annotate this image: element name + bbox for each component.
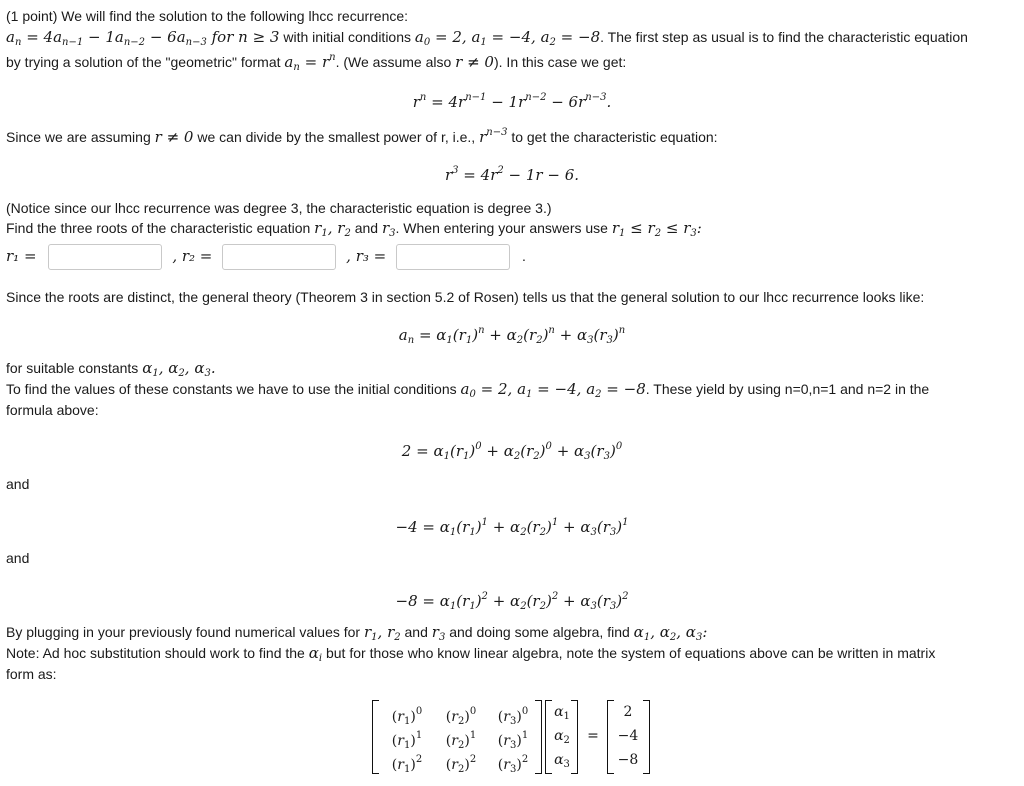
alpha-cell: $\alpha_1$ bbox=[554, 704, 570, 722]
divide-text-b: we can divide by the smallest power of r, i.e., bbox=[197, 129, 476, 145]
alpha-cell: $\alpha_3$ bbox=[554, 752, 570, 770]
matrix-cell: $(r_2)^2$ bbox=[445, 754, 477, 775]
divide-line bbox=[6, 123, 1014, 147]
matrix-left-bracket bbox=[372, 700, 379, 774]
r-nonzero: r ≠ 0 bbox=[455, 53, 494, 71]
matrix-equals: = bbox=[587, 728, 599, 744]
r-nonzero-2: r ≠ 0 bbox=[154, 128, 194, 146]
rhs-cell: −4 bbox=[617, 728, 639, 744]
alpha-i: $\alpha_i$ bbox=[308, 644, 323, 664]
characteristic-equation: $r^3 = 4r^2 - 1r - 6$. bbox=[444, 165, 580, 184]
smallest-power: $r^{n-3}$ bbox=[479, 127, 508, 146]
r2-input[interactable] bbox=[222, 244, 336, 270]
answer-row bbox=[6, 242, 526, 270]
rhs-cell: 2 bbox=[623, 704, 633, 720]
formula-above-line: formula above: bbox=[6, 402, 99, 418]
plugging-text: By plugging in your previously found numerical values for bbox=[6, 624, 361, 640]
root-order: $r_1 \le r_2 \le r_3$: bbox=[611, 219, 702, 239]
geometric-formula: $a_n = r^n$ bbox=[284, 52, 336, 73]
divide-text-c: to get the characteristic equation: bbox=[511, 129, 718, 145]
alpha-cell: $\alpha_2$ bbox=[554, 728, 570, 746]
order-text: . When entering your answers use bbox=[395, 220, 608, 236]
equation-n2: $-8 = \alpha_1(r_1)^2 + \alpha_2(r_2)^2 + \alpha_3(r_3)^2$ bbox=[395, 591, 629, 612]
r3-label: , r₃ = bbox=[346, 247, 387, 265]
intro-text: We will find the solution to the following lhcc recurrence: bbox=[61, 8, 409, 24]
answer-end: . bbox=[522, 248, 526, 264]
matrix-cell: $(r_1)^0$ bbox=[391, 706, 423, 727]
assume-text: . (We assume also bbox=[335, 54, 452, 70]
plugging-and: and bbox=[404, 624, 428, 640]
matrix-cell: $(r_3)^1$ bbox=[497, 730, 529, 751]
matrix-cell: $(r_3)^0$ bbox=[497, 706, 529, 727]
recurrence-suffix: . The first step as usual is to find the characteristic equation bbox=[600, 29, 968, 45]
yield-text: . These yield by using n=0,n=1 and n=2 in the bbox=[645, 381, 930, 397]
alpha-list-2: $\alpha_1$, $\alpha_2$, $\alpha_3$: bbox=[633, 623, 708, 643]
and-line-2: and bbox=[6, 550, 30, 566]
intro-line bbox=[6, 6, 1014, 26]
equation-n1: $-4 = \alpha_1(r_1)^1 + \alpha_2(r_2)^1 + \alpha_3(r_3)^1$ bbox=[395, 517, 629, 538]
matrix-cell: $(r_1)^2$ bbox=[391, 754, 423, 775]
points-label: (1 point) bbox=[6, 8, 58, 24]
r1-r2: $r_1$, $r_2$ bbox=[314, 219, 351, 239]
general-solution: $a_n = \alpha_1(r_1)^n + \alpha_2(r_2)^n + \alpha_3(r_3)^n$ bbox=[398, 325, 626, 346]
and-line-1: and bbox=[6, 476, 30, 492]
rhs-cell: −8 bbox=[617, 752, 639, 768]
initial-conditions-2: $a_0 = 2$, $a_1 = -4$, $a_2 = -8$ bbox=[460, 380, 646, 400]
r2-label: , r₂ = bbox=[172, 247, 213, 265]
r3-b: $r_3$ bbox=[431, 623, 446, 643]
matrix-cell: $(r_2)^1$ bbox=[445, 730, 477, 751]
matrix-cell: $(r_1)^1$ bbox=[391, 730, 423, 751]
initial-conditions: $a_0 = 2$, $a_1 = -4$, $a_2 = -8$ bbox=[414, 28, 601, 48]
r3-input[interactable] bbox=[396, 244, 510, 270]
plugging-find: and doing some algebra, find bbox=[449, 624, 630, 640]
note-text-b: but for those who know linear algebra, note the system of equations above can be written in matrix bbox=[325, 645, 936, 661]
r1-label: r₁ = bbox=[6, 247, 37, 265]
note-text-a: Note: Ad hoc substitution should work to find the bbox=[6, 645, 305, 661]
find-roots-line bbox=[6, 218, 1014, 244]
recurrence-connector: with initial conditions bbox=[283, 29, 411, 45]
and-text: and bbox=[354, 220, 379, 236]
suitable-text: for suitable constants bbox=[6, 360, 139, 376]
equation-n0: $2 = \alpha_1(r_1)^0 + \alpha_2(r_2)^0 + \alpha_3(r_3)^0$ bbox=[401, 441, 623, 462]
matrix-cell: $(r_3)^2$ bbox=[497, 754, 529, 775]
recurrence-formula: $a_n = 4a_{n-1} - 1a_{n-2} - 6a_{n-3}$ for n ≥ 3 bbox=[6, 28, 280, 48]
r1-input[interactable] bbox=[48, 244, 162, 270]
divide-text-a: Since we are assuming bbox=[6, 129, 151, 145]
matrix-cell: $(r_2)^0$ bbox=[445, 706, 477, 727]
form-as-line: form as: bbox=[6, 666, 57, 682]
in-this-case-text: ). In this case we get: bbox=[493, 54, 627, 70]
general-line: Since the roots are distinct, the general theory (Theorem 3 in section 5.2 of Rosen) tells us that the general solution to our lhcc recurrence looks like: bbox=[6, 289, 925, 305]
find-roots-text: Find the three roots of the characteristic equation bbox=[6, 220, 311, 236]
find-values-text: To find the values of these constants we have to use the initial conditions bbox=[6, 381, 457, 397]
alpha-list: $\alpha_1$, $\alpha_2$, $\alpha_3$. bbox=[142, 359, 216, 379]
r3: $r_3$ bbox=[381, 219, 396, 239]
geometric-text: by trying a solution of the "geometric" format bbox=[6, 54, 281, 70]
notice-line: (Notice since our lhcc recurrence was degree 3, the characteristic equation is degree 3.) bbox=[6, 200, 552, 216]
power-equation: $r^n = 4r^{n-1} - 1r^{n-2} - 6r^{n-3}$. bbox=[412, 92, 612, 111]
geometric-line bbox=[6, 48, 1014, 78]
r1-r2-b: $r_1$, $r_2$ bbox=[363, 623, 401, 643]
